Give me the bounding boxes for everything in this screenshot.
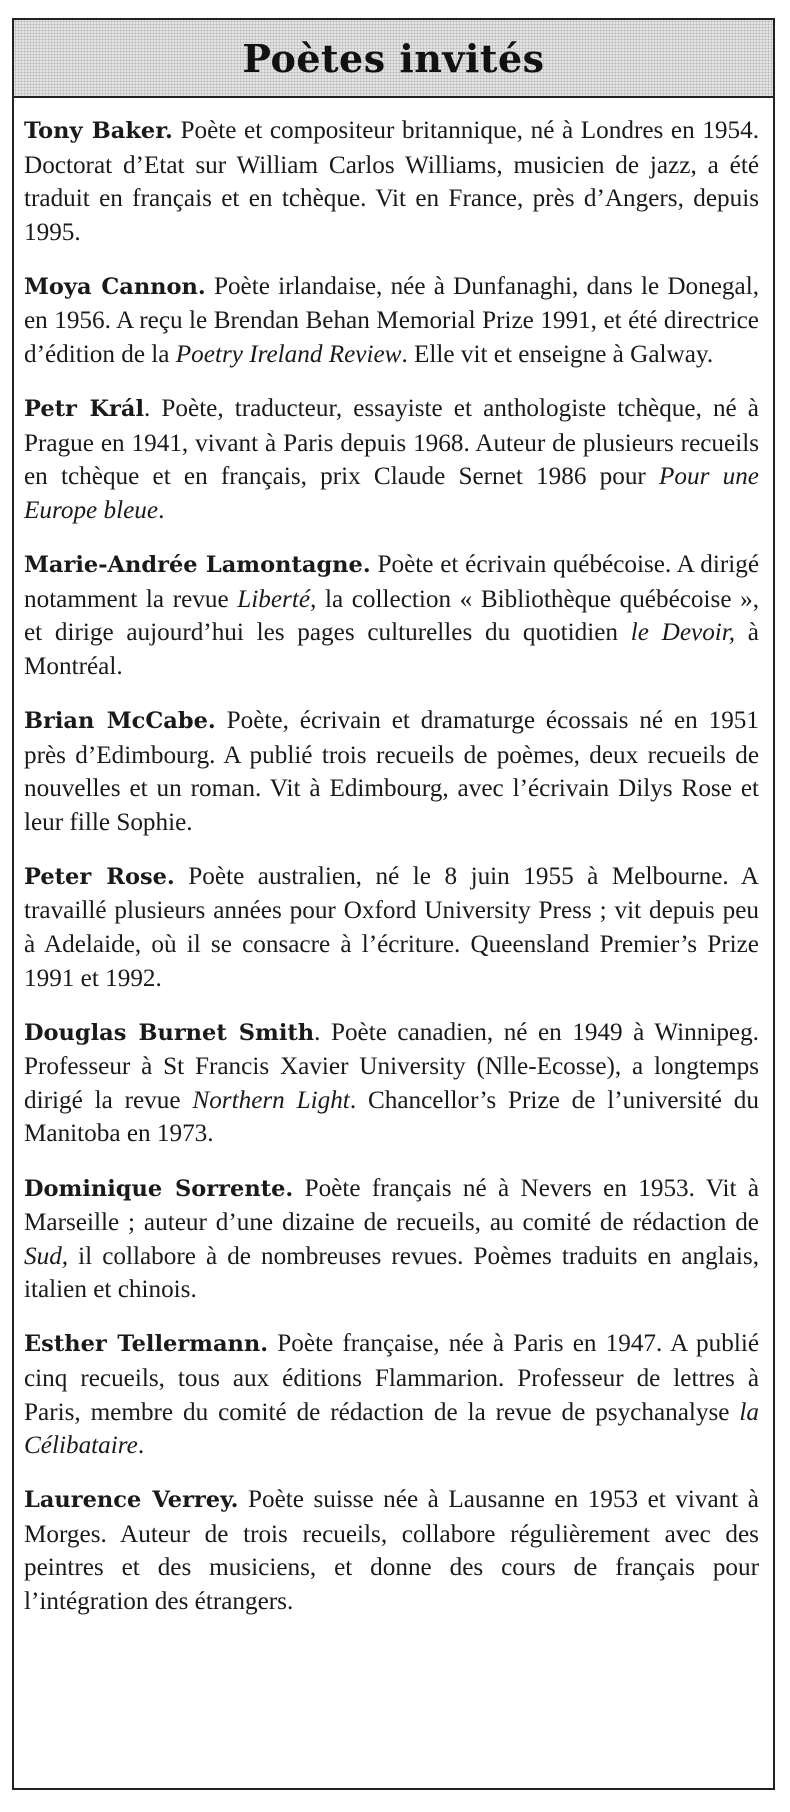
italic-title: la Célibataire: [24, 1398, 759, 1460]
bio-text: Poète française, née à Paris en 1947. A publié cinq recueils, tous aux éditions Flammarion. Professeur de lettres à Paris, membre du comité de rédaction de la revue de psychanalyse: [24, 1330, 760, 1426]
poet-list: [14, 98, 773, 1619]
italic-title: Sud,: [24, 1242, 69, 1270]
poets-box: [12, 18, 775, 1790]
italic-title: Pour une Europe bleue: [24, 463, 759, 524]
bio-text: . Poète canadien, né en 1949 à Winnipeg. Professeur à St Francis Xavier University (Nlle-Ecosse), a longtemps dirigé la revue: [24, 1018, 759, 1114]
poet-entry: [24, 1172, 759, 1307]
bio-text: .: [158, 496, 165, 524]
poet-name: Petr Král: [24, 396, 145, 423]
bio-text: la collection « Bibliothèque québécoise », et dirige aujourd’hui les pages culturelles du quotidien: [24, 585, 760, 647]
poet-name: Peter Rose.: [24, 863, 175, 890]
bio-text: . Elle vit et enseigne à Galway.: [401, 341, 714, 369]
page-title: Poètes invités: [242, 35, 545, 81]
poet-entry: [24, 704, 759, 839]
poet-name: Marie-Andrée Lamontagne.: [24, 552, 371, 579]
bio-text: . Chancellor’s Prize de l’université du Manitoba en 1973.: [24, 1086, 759, 1148]
poet-name: Moya Cannon.: [24, 273, 206, 300]
poet-entry: [24, 392, 759, 527]
title-bar: [14, 20, 773, 98]
bio-text: . Poète, traducteur, essayiste et anthologiste tchèque, né à Prague en 1941, vivant à Paris depuis 1968. Auteur de plusieurs recueils en tchèque et en français, prix Claude Sernet 1986 pour: [24, 395, 759, 491]
poet-name: Esther Tellermann.: [24, 1331, 269, 1358]
bio-text: il collabore à de nombreuses revues. Poèmes traduits en anglais, italien et chinois.: [24, 1242, 759, 1304]
poet-entry: [24, 548, 759, 683]
poet-name: Laurence Verrey.: [24, 1487, 239, 1514]
poet-entry: [24, 1483, 759, 1618]
bio-text: Poète, écrivain et dramaturge écossais né en 1951 près d’Edimbourg. A publié trois recueils de poèmes, deux recueils de nouvelles et un roman. Vit à Edimbourg, avec l’écrivain Dilys Rose et leur fille Sophie.: [24, 706, 759, 836]
poet-entry: [24, 114, 759, 249]
poet-name: Tony Baker.: [24, 118, 173, 144]
bio-text: à Montréal.: [24, 619, 759, 680]
bio-text: Poète suisse née à Lausanne en 1953 et vivant à Morges. Auteur de trois recueils, collabore régulièrement avec des peintres et des musiciens, et donne des cours de français pour l’intégration des étrangers.: [24, 1486, 759, 1616]
italic-title: Poetry Ireland Review: [175, 341, 402, 369]
poet-name: Dominique Sorrente.: [24, 1175, 294, 1202]
italic-title: le Devoir,: [630, 619, 736, 647]
bio-text: Poète et compositeur britannique, né à Londres en 1954. Doctorat d’Etat sur William Carlos Williams, musicien de jazz, a été traduit en français et en tchèque. Vit en France, près d’Angers, depuis 1995.: [24, 117, 759, 246]
bio-text: .: [137, 1432, 145, 1460]
poet-entry: [24, 1016, 759, 1151]
italic-title: Northern Light: [192, 1086, 350, 1114]
bio-text: Poète et écrivain québécoise. A dirigé notamment la revue: [24, 551, 759, 613]
poet-entry: [24, 1327, 759, 1462]
italic-title: Liberté,: [237, 585, 317, 613]
bio-text: Poète irlandaise, née à Dunfanaghi, dans le Donegal, en 1956. A reçu le Brendan Behan Memorial Prize 1991, et été directrice d’édition de la: [24, 272, 759, 369]
bio-text: Poète français né à Nevers en 1953. Vit à Marseille ; auteur d’une dizaine de recueils, au comité de rédaction de: [24, 1174, 759, 1237]
poet-name: Douglas Burnet Smith: [24, 1019, 315, 1046]
poet-entry: [24, 270, 759, 372]
poet-name: Brian McCabe.: [24, 707, 216, 734]
bio-text: Poète australien, né le 8 juin 1955 à Melbourne. A travaillé plusieurs années pour Oxford University Press ; vit depuis peu à Adelaide, où il se consacre à l’écriture. Queensland Premier’s Prize 1991 et 1992.: [24, 862, 759, 992]
poet-entry: [24, 860, 759, 995]
